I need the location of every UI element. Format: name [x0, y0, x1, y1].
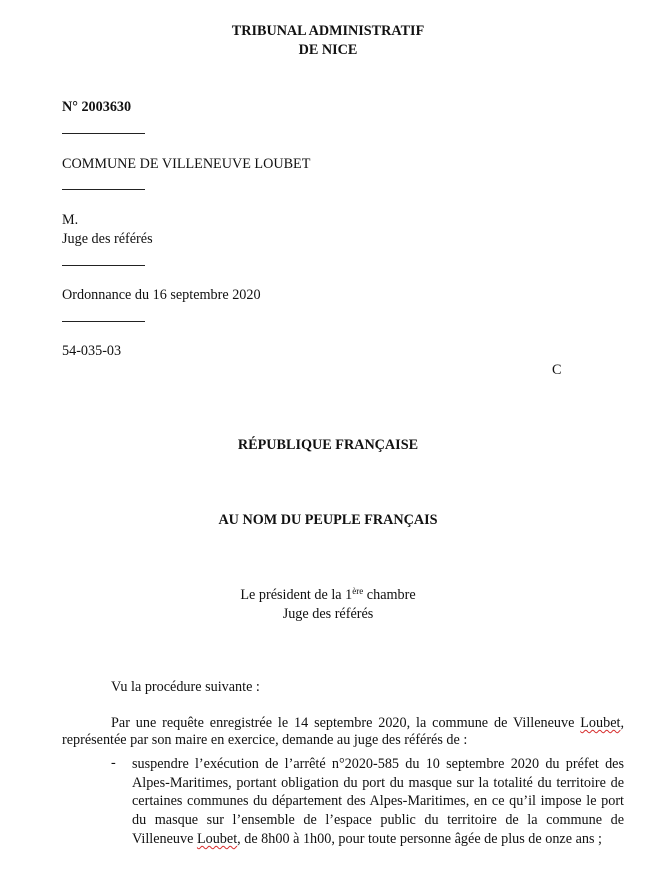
- spellcheck-word[interactable]: Loubet: [196, 830, 238, 847]
- party-name: COMMUNE DE VILLENEUVE LOUBET: [62, 156, 311, 172]
- publication-letter: C: [552, 362, 562, 378]
- bullet-text: , de 8h00 à 1h00, pour toute personne âgée de plus de onze ans ;: [237, 830, 602, 847]
- classification-code: 54-035-03: [62, 343, 122, 359]
- separator-rule: [62, 265, 145, 266]
- republic-heading: RÉPUBLIQUE FRANÇAISE: [237, 437, 419, 453]
- paragraph-text: , représentée par son maire en exercice, demande au juge des référés de :: [62, 715, 624, 749]
- separator-rule: [62, 321, 145, 322]
- spellcheck-word[interactable]: Loubet: [580, 715, 621, 731]
- judge-initial: M.: [62, 212, 79, 228]
- president-prefix: Le président de la 1: [240, 587, 353, 603]
- separator-rule: [62, 189, 145, 190]
- judge-role: Juge des référés: [62, 231, 153, 247]
- vu-procedure: Vu la procédure suivante :: [111, 679, 260, 695]
- president-role: Juge des référés: [282, 606, 374, 622]
- case-number: N° 2003630: [62, 99, 132, 115]
- president-line: [0, 587, 656, 604]
- bullet-marker: -: [111, 755, 116, 771]
- court-name-line1: TRIBUNAL ADMINISTRATIF: [231, 23, 425, 39]
- people-heading: AU NOM DU PEUPLE FRANÇAIS: [218, 512, 438, 528]
- bullet-text: suspendre l’exécution de l’arrêté n°2020-585 du 10 septembre 2020 du préfet des Alpes-Maritimes, portant obligation du port du masque sur la totalité du territoire de certaines communes du département des Alpes-Maritimes, en ce qu’il impose le port du masque sur l’ensemble de l’espace public du territoire de la commune de Villeneuve: [132, 756, 624, 847]
- president-suffix: chambre: [363, 587, 416, 603]
- paragraph-requete: [62, 715, 624, 750]
- paragraph-text: Par une requête enregistrée le 14 septembre 2020, la commune de Villeneuve: [111, 715, 581, 731]
- separator-rule: [62, 133, 145, 134]
- court-name-line2: DE NICE: [298, 42, 358, 58]
- bullet-item: [132, 755, 624, 849]
- ordonnance-date: Ordonnance du 16 septembre 2020: [62, 287, 261, 303]
- president-superscript: ère: [352, 586, 364, 596]
